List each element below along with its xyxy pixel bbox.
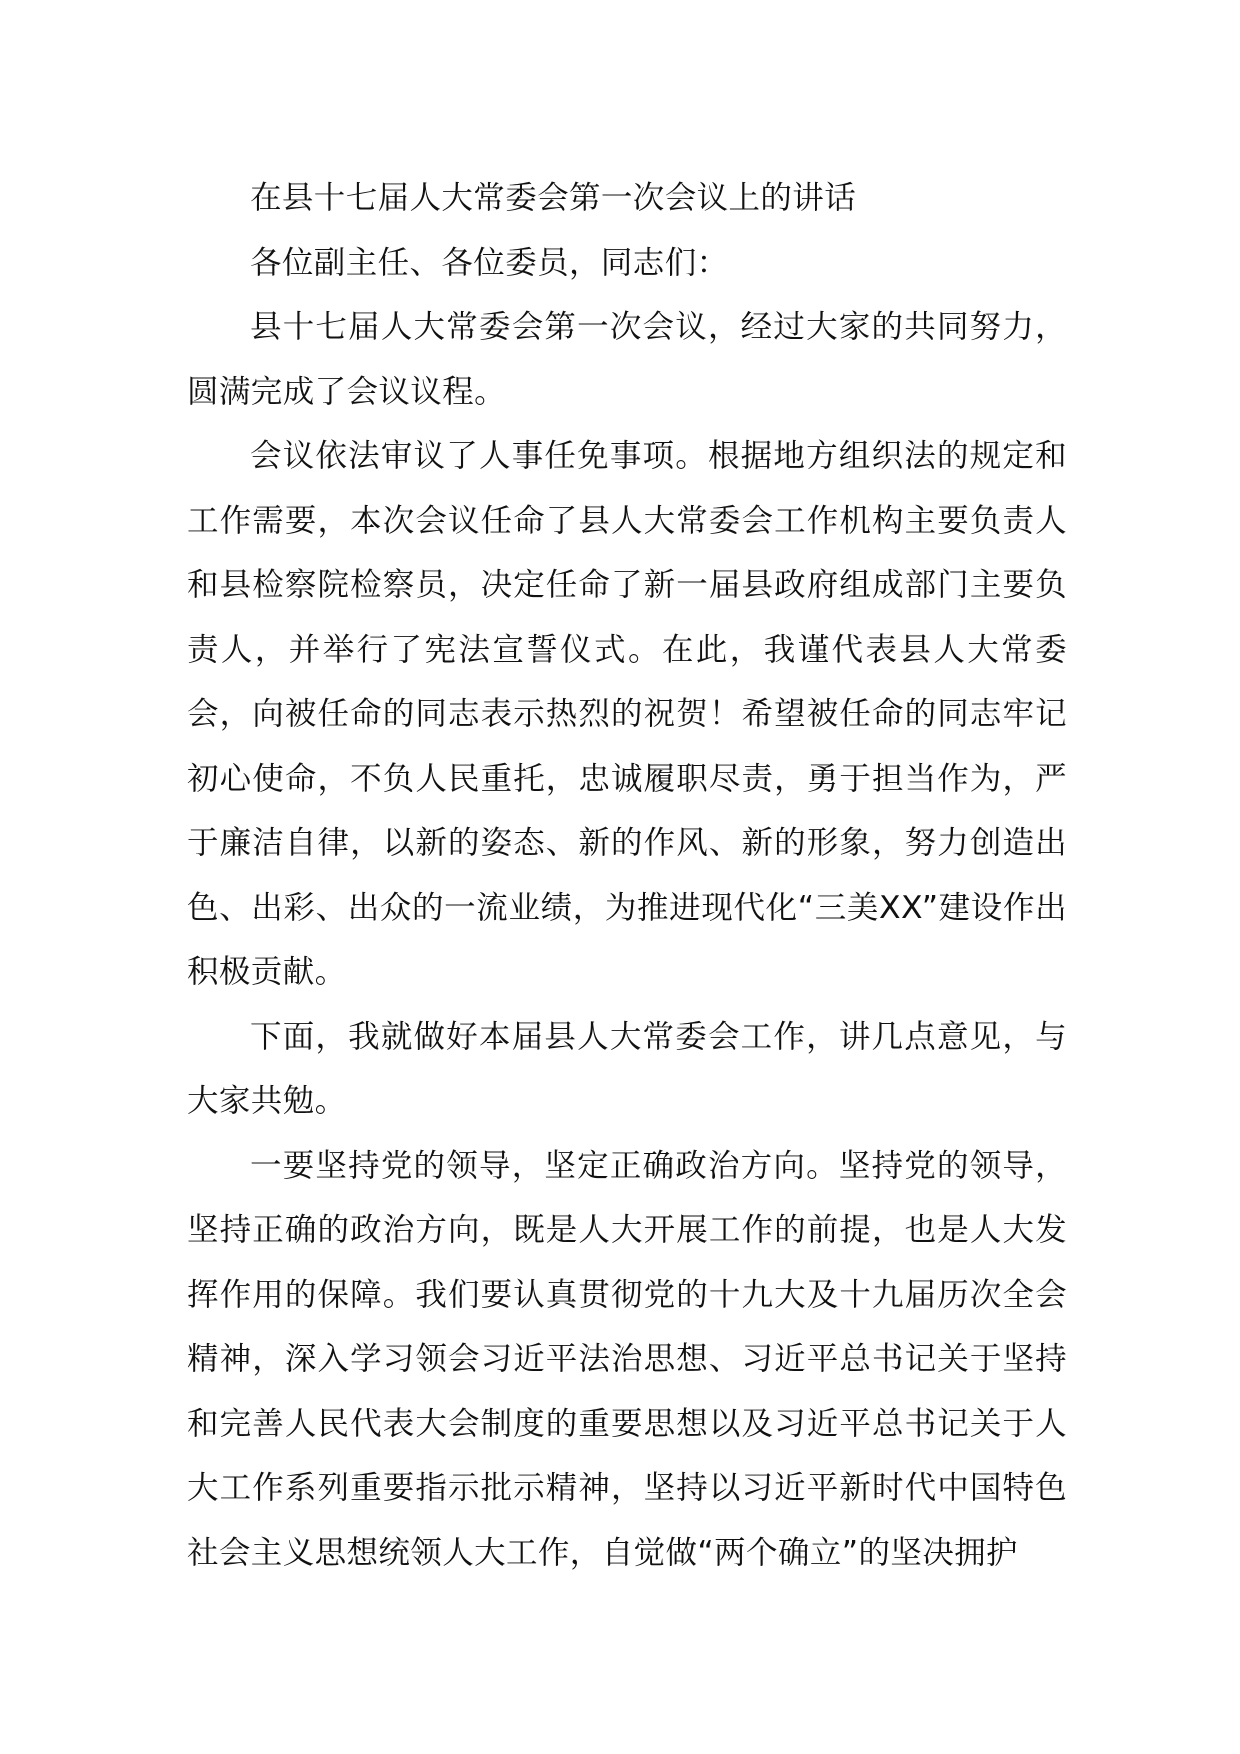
document-title: 在县十七届人大常委会第一次会议上的讲话 [250,180,857,216]
paragraph: 会议依法审议了人事任免事项。根据地方组织法的规定和工作需要，本次会议任命了县人大常委会工作机构主要负责人和县检察院检察员，决定任命了新一届县政府组成部门主要负责人，并举行了宪法宣誓仪式。在此，我谨代表县人大常委会，向被任命的同志表示热烈的祝贺！希望被任命的同志牢记初心使命，不负人民重托，忠诚履职尽责，勇于担当作为，严于廉洁自律，以新的姿态、新的作风、新的形象，努力创造出色、出彩、出众的一流业绩，为推进现代化“三美XX”建设作出积极贡献。 [187,438,1067,990]
document-body [187,166,1067,1585]
paragraph: 县十七届人大常委会第一次会议，经过大家的共同努力，圆满完成了会议议程。 [187,309,1067,410]
salutation: 各位副主任、各位委员，同志们： [250,244,729,281]
paragraph: 下面，我就做好本届县人大常委会工作，讲几点意见，与大家共勉。 [187,1018,1067,1119]
paragraph: 一要坚持党的领导，坚定正确政治方向。坚持党的领导，坚持正确的政治方向，既是人大开展工作的前提，也是人大发挥作用的保障。我们要认真贯彻党的十九大及十九届历次全会精神，深入学习领会习近平法治思想、习近平总书记关于坚持和完善人民代表大会制度的重要思想以及习近平总书记关于人大工作系列重要指示批示精神，坚持以习近平新时代中国特色社会主义思想统领人大工作，自觉做“两个确立”的坚决拥护 [187,1147,1067,1571]
